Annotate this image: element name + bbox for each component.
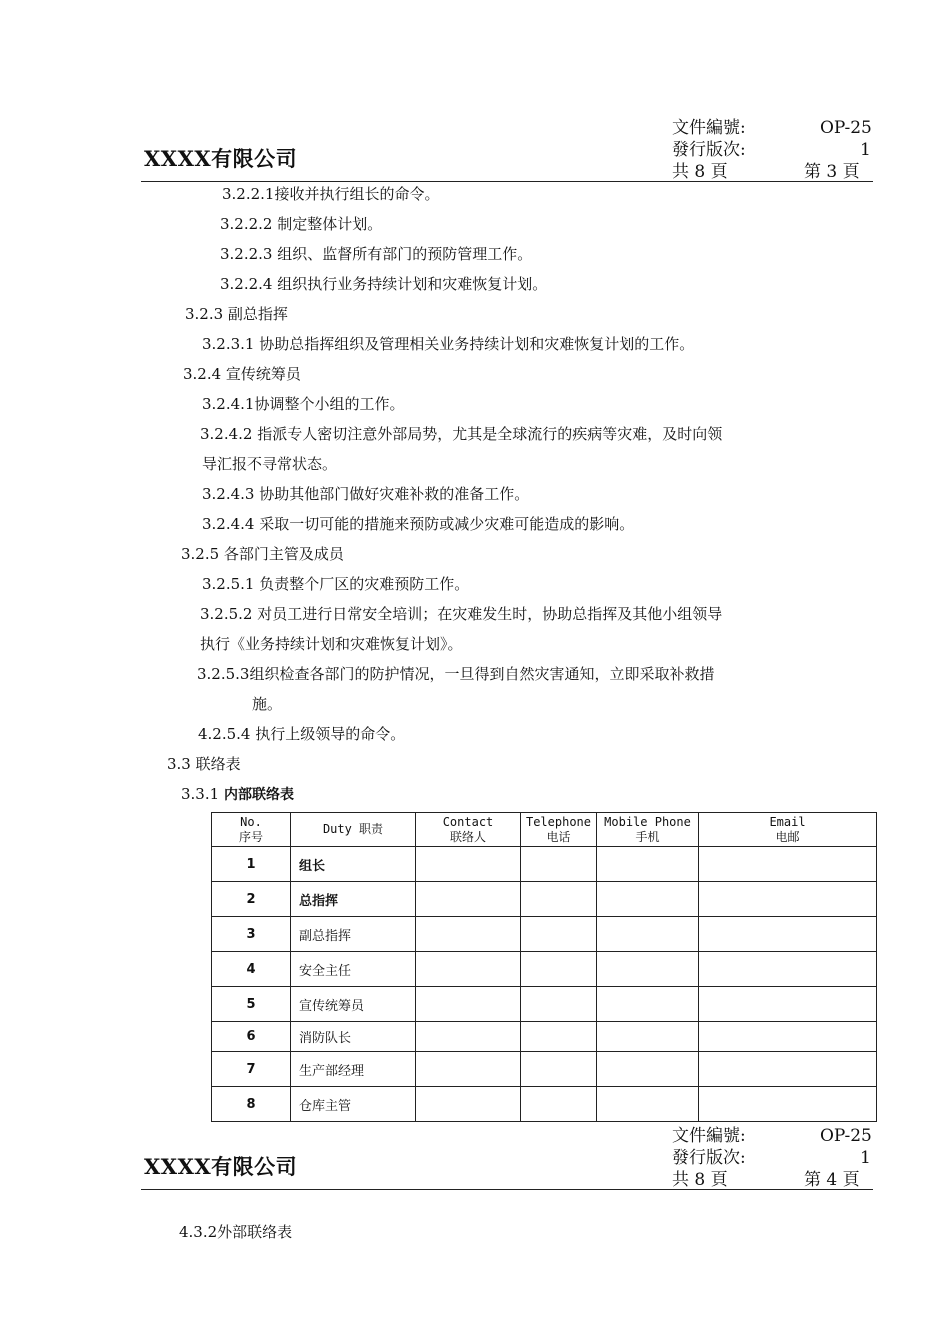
header-email: Email 电邮 <box>699 813 877 847</box>
mobile-cell <box>597 917 699 952</box>
header-divider-page4 <box>141 1189 873 1190</box>
company-name-page4: XXXX有限公司 <box>144 1154 298 1179</box>
email-cell <box>699 987 877 1022</box>
header-no: No. 序号 <box>212 813 291 847</box>
clause-3-2-5-2-cont: 执行《业务持续计划和灾难恢复计划》。 <box>200 635 463 653</box>
email-cell <box>699 847 877 882</box>
telephone-cell <box>521 987 597 1022</box>
clause-3-2-2-2: 3.2.2.2 制定整体计划。 <box>220 215 383 233</box>
doc-number-value: OP-25 <box>820 118 872 138</box>
telephone-cell <box>521 882 597 917</box>
email-cell <box>699 1052 877 1087</box>
telephone-cell <box>521 847 597 882</box>
clause-3-2-5-3: 3.2.5.3组织检查各部门的防护情况，一旦得到自然灾害通知，立即采取补救措 <box>197 665 715 683</box>
telephone-cell <box>521 952 597 987</box>
row-duty: 消防队长 <box>291 1022 416 1052</box>
clause-3-2-4-2: 3.2.4.2 指派专人密切注意外部局势，尤其是全球流行的疾病等灾难，及时向领 <box>200 425 723 443</box>
clause-3-2-5-3-cont: 施。 <box>252 695 283 713</box>
total-pages-page4: 共 8 頁 <box>672 1170 728 1190</box>
section-3-2-5: 3.2.5 各部门主管及成员 <box>181 545 344 563</box>
subsection-number: 3.3.1 <box>181 785 220 803</box>
page-number: 第 3 頁 <box>804 162 860 182</box>
internal-contact-table <box>211 812 877 1122</box>
clause-3-2-4-4: 3.2.4.4 采取一切可能的措施来预防或减少灾难可能造成的影响。 <box>202 515 635 533</box>
header-divider <box>141 181 873 182</box>
email-cell <box>699 917 877 952</box>
version-value-page4: 1 <box>860 1148 871 1168</box>
contact-cell <box>416 1087 521 1122</box>
clause-3-2-2-1: 3.2.2.1接收并执行组长的命令。 <box>222 185 440 203</box>
clause-3-2-4-2-cont: 导汇报不寻常状态。 <box>202 455 338 473</box>
table-row <box>212 1087 877 1122</box>
clause-3-2-2-4: 3.2.2.4 组织执行业务持续计划和灾难恢复计划。 <box>220 275 548 293</box>
row-no: 2 <box>212 882 291 917</box>
mobile-cell <box>597 1087 699 1122</box>
mobile-cell <box>597 1022 699 1052</box>
table-row <box>212 987 877 1022</box>
header-mobile: Mobile Phone 手机 <box>597 813 699 847</box>
row-duty: 组长 <box>291 847 416 882</box>
page-number-page4: 第 4 頁 <box>804 1170 860 1190</box>
section-4-3-2: 4.3.2外部联络表 <box>179 1223 293 1241</box>
email-cell <box>699 1087 877 1122</box>
contact-cell <box>416 1052 521 1087</box>
row-no: 5 <box>212 987 291 1022</box>
version-label: 發行版次: <box>672 140 746 160</box>
header-duty: Duty 职责 <box>291 813 416 847</box>
contact-cell <box>416 847 521 882</box>
row-no: 7 <box>212 1052 291 1087</box>
section-3-3: 3.3 联络表 <box>167 755 241 773</box>
clause-3-2-2-3: 3.2.2.3 组织、监督所有部门的预防管理工作。 <box>220 245 533 263</box>
clause-4-2-5-4: 4.2.5.4 执行上级领导的命令。 <box>198 725 406 743</box>
row-no: 6 <box>212 1022 291 1052</box>
mobile-cell <box>597 847 699 882</box>
mobile-cell <box>597 987 699 1022</box>
mobile-cell <box>597 952 699 987</box>
clause-3-2-3-1: 3.2.3.1 协助总指挥组织及管理相关业务持续计划和灾难恢复计划的工作。 <box>202 335 695 353</box>
doc-number-label: 文件編號: <box>672 118 746 138</box>
mobile-cell <box>597 882 699 917</box>
doc-number-value-page4: OP-25 <box>820 1126 872 1146</box>
row-duty: 生产部经理 <box>291 1052 416 1087</box>
email-cell <box>699 882 877 917</box>
mobile-cell <box>597 1052 699 1087</box>
row-no: 3 <box>212 917 291 952</box>
table-header-row <box>212 813 877 847</box>
row-duty: 安全主任 <box>291 952 416 987</box>
telephone-cell <box>521 1022 597 1052</box>
version-value: 1 <box>860 140 871 160</box>
table-row <box>212 882 877 917</box>
row-no: 1 <box>212 847 291 882</box>
row-no: 8 <box>212 1087 291 1122</box>
row-duty: 仓库主管 <box>291 1087 416 1122</box>
contact-cell <box>416 952 521 987</box>
total-pages: 共 8 頁 <box>672 162 728 182</box>
header-contact: Contact 联络人 <box>416 813 521 847</box>
table-row <box>212 917 877 952</box>
subsection-3-3-1 <box>181 784 294 805</box>
subsection-title: 内部联络表 <box>223 787 294 803</box>
contact-cell <box>416 882 521 917</box>
telephone-cell <box>521 1052 597 1087</box>
header-telephone: Telephone 电话 <box>521 813 597 847</box>
version-label-page4: 發行版次: <box>672 1148 746 1168</box>
row-duty: 副总指挥 <box>291 917 416 952</box>
contact-cell <box>416 1022 521 1052</box>
clause-3-2-5-2: 3.2.5.2 对员工进行日常安全培训；在灾难发生时，协助总指挥及其他小组领导 <box>200 605 723 623</box>
table-row <box>212 847 877 882</box>
table-row <box>212 1022 877 1052</box>
doc-number-label-page4: 文件編號: <box>672 1126 746 1146</box>
email-cell <box>699 1022 877 1052</box>
row-duty: 总指挥 <box>291 882 416 917</box>
table-row <box>212 952 877 987</box>
telephone-cell <box>521 1087 597 1122</box>
section-3-2-4: 3.2.4 宣传统筹员 <box>183 365 301 383</box>
row-duty: 宣传统筹员 <box>291 987 416 1022</box>
contact-cell <box>416 987 521 1022</box>
clause-3-2-4-3: 3.2.4.3 协助其他部门做好灾难补救的准备工作。 <box>202 485 530 503</box>
row-no: 4 <box>212 952 291 987</box>
clause-3-2-4-1: 3.2.4.1协调整个小组的工作。 <box>202 395 405 413</box>
contact-cell <box>416 917 521 952</box>
table-row <box>212 1052 877 1087</box>
telephone-cell <box>521 917 597 952</box>
email-cell <box>699 952 877 987</box>
section-3-2-3: 3.2.3 副总指挥 <box>185 305 288 323</box>
company-name: XXXX有限公司 <box>144 146 298 171</box>
clause-3-2-5-1: 3.2.5.1 负责整个厂区的灾难预防工作。 <box>202 575 470 593</box>
